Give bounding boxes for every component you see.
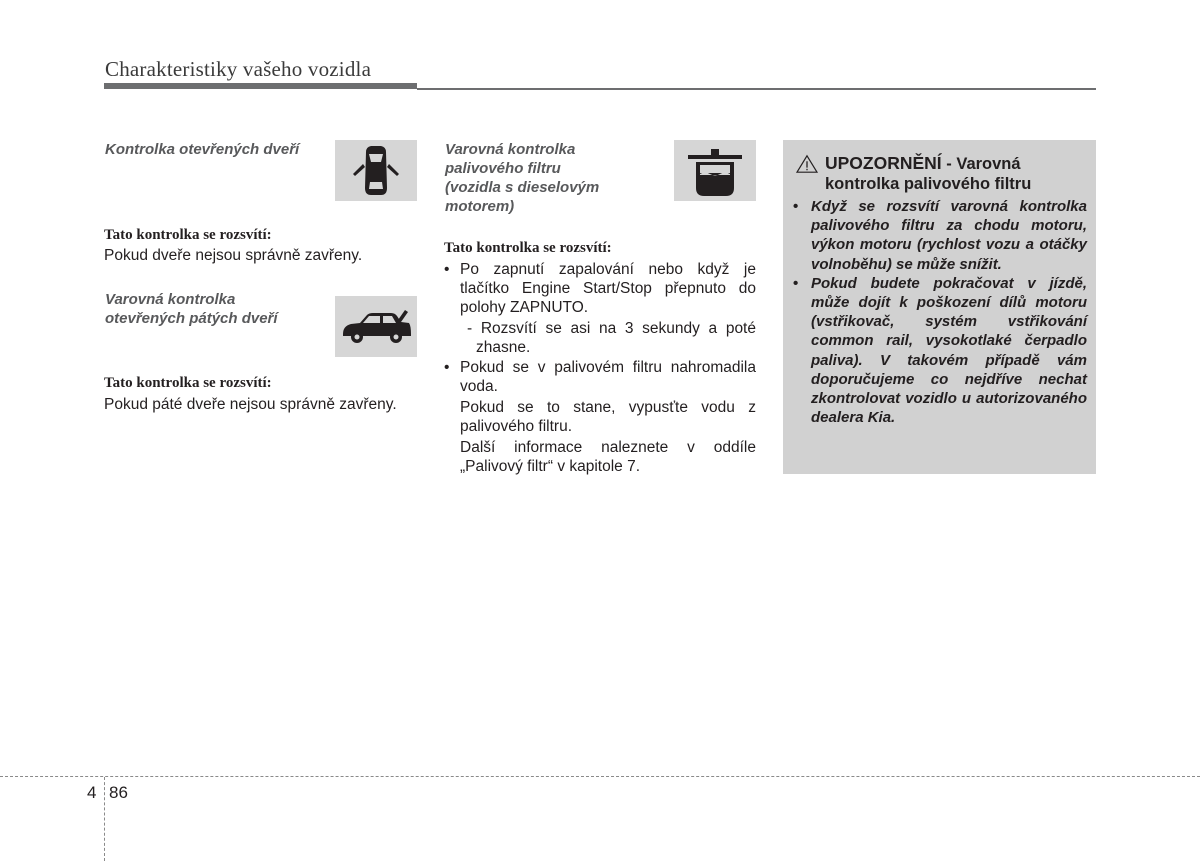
page-header-title: Charakteristiky vašeho vozidla: [105, 57, 372, 81]
list-item: [444, 260, 756, 357]
section-heading-tailgate-line1: Varovná kontrolka: [105, 291, 236, 308]
warning-title: [794, 153, 1086, 194]
condition-label-fuel-filter: Tato kontrolka se rozsvítí:: [444, 240, 612, 256]
list-item: [444, 358, 756, 396]
bullet-subtext-lights-3s: - Rozsvítí se asi na 3 sekundy a poté zhasne.: [467, 320, 756, 356]
warning-list: [793, 197, 1087, 427]
fuel-filter-icon: [674, 140, 756, 201]
warning-box: [783, 140, 1096, 474]
warning-title-line2: kontrolka palivového filtru: [825, 175, 1032, 193]
section-heading-fuel-filter-line2: palivového filtru: [445, 160, 561, 177]
section-heading-fuel-filter-line1: Varovná kontrolka: [445, 141, 576, 158]
header-rule-thin: [417, 88, 1096, 90]
condition-label-open-door: Tato kontrolka se rozsvítí:: [104, 227, 272, 243]
section-heading-tailgate-line2: otevřených pátých dveří: [105, 310, 278, 327]
paragraph-more-info: Další informace naleznete v oddíle „Palivový filtr“ v kapitole 7.: [460, 439, 756, 475]
section-heading-fuel-filter: [445, 140, 599, 216]
open-tailgate-icon: [335, 296, 417, 357]
section-heading-fuel-filter-line3: (vozidla s dieselovým: [445, 179, 600, 196]
section-heading-fuel-filter-line4: motorem): [445, 198, 515, 215]
open-door-icon: [335, 140, 417, 201]
list-item: • Když se rozsvítí varovná kontrolka palivového filtru za chodu motoru, výkon motoru (rychlost vozu a otáčky volnoběhu) se může snížit.: [793, 197, 1087, 274]
section-heading-tailgate: [105, 290, 278, 328]
footer-vertical-rule: [104, 777, 105, 861]
condition-text-open-door: Pokud dveře nejsou správně zavřeny.: [104, 247, 363, 264]
header-rule-thick: [104, 83, 417, 89]
paragraph-drain-water: Pokud se to stane, vypusťte vodu z palivového filtru.: [460, 399, 756, 435]
bullet-text-water: • Pokud se v palivovém filtru nahromadila voda.: [460, 359, 756, 395]
fuel-filter-conditions: [444, 260, 756, 476]
warning-title-rest: - Varovná: [941, 155, 1021, 173]
list-item: • Pokud budete pokračovat v jízdě, může dojít k poškození dílů motoru (vstřikovač, systém vstřikování common rail, vysokotlaké čerpadlo paliva). V takovém případě vám doporučujeme co nejdříve nechat zkontrolovat vozidlo u autorizovaného dealera Kia.: [793, 274, 1087, 428]
warning-triangle-icon: [794, 154, 820, 174]
section-heading-open-door: Kontrolka otevřených dveří: [105, 141, 300, 158]
chapter-number: 4: [87, 783, 97, 802]
condition-text-tailgate: Pokud páté dveře nejsou správně zavřeny.: [104, 396, 397, 413]
condition-label-tailgate: Tato kontrolka se rozsvítí:: [104, 375, 272, 391]
warning-title-strong: UPOZORNĚNÍ: [825, 153, 942, 173]
page-number: 86: [109, 783, 128, 802]
bullet-text-ignition: • Po zapnutí zapalování nebo když je tlačítko Engine Start/Stop přepnuto do polohy ZAPNUTO.: [460, 261, 756, 316]
footer-rule: [0, 776, 1200, 777]
